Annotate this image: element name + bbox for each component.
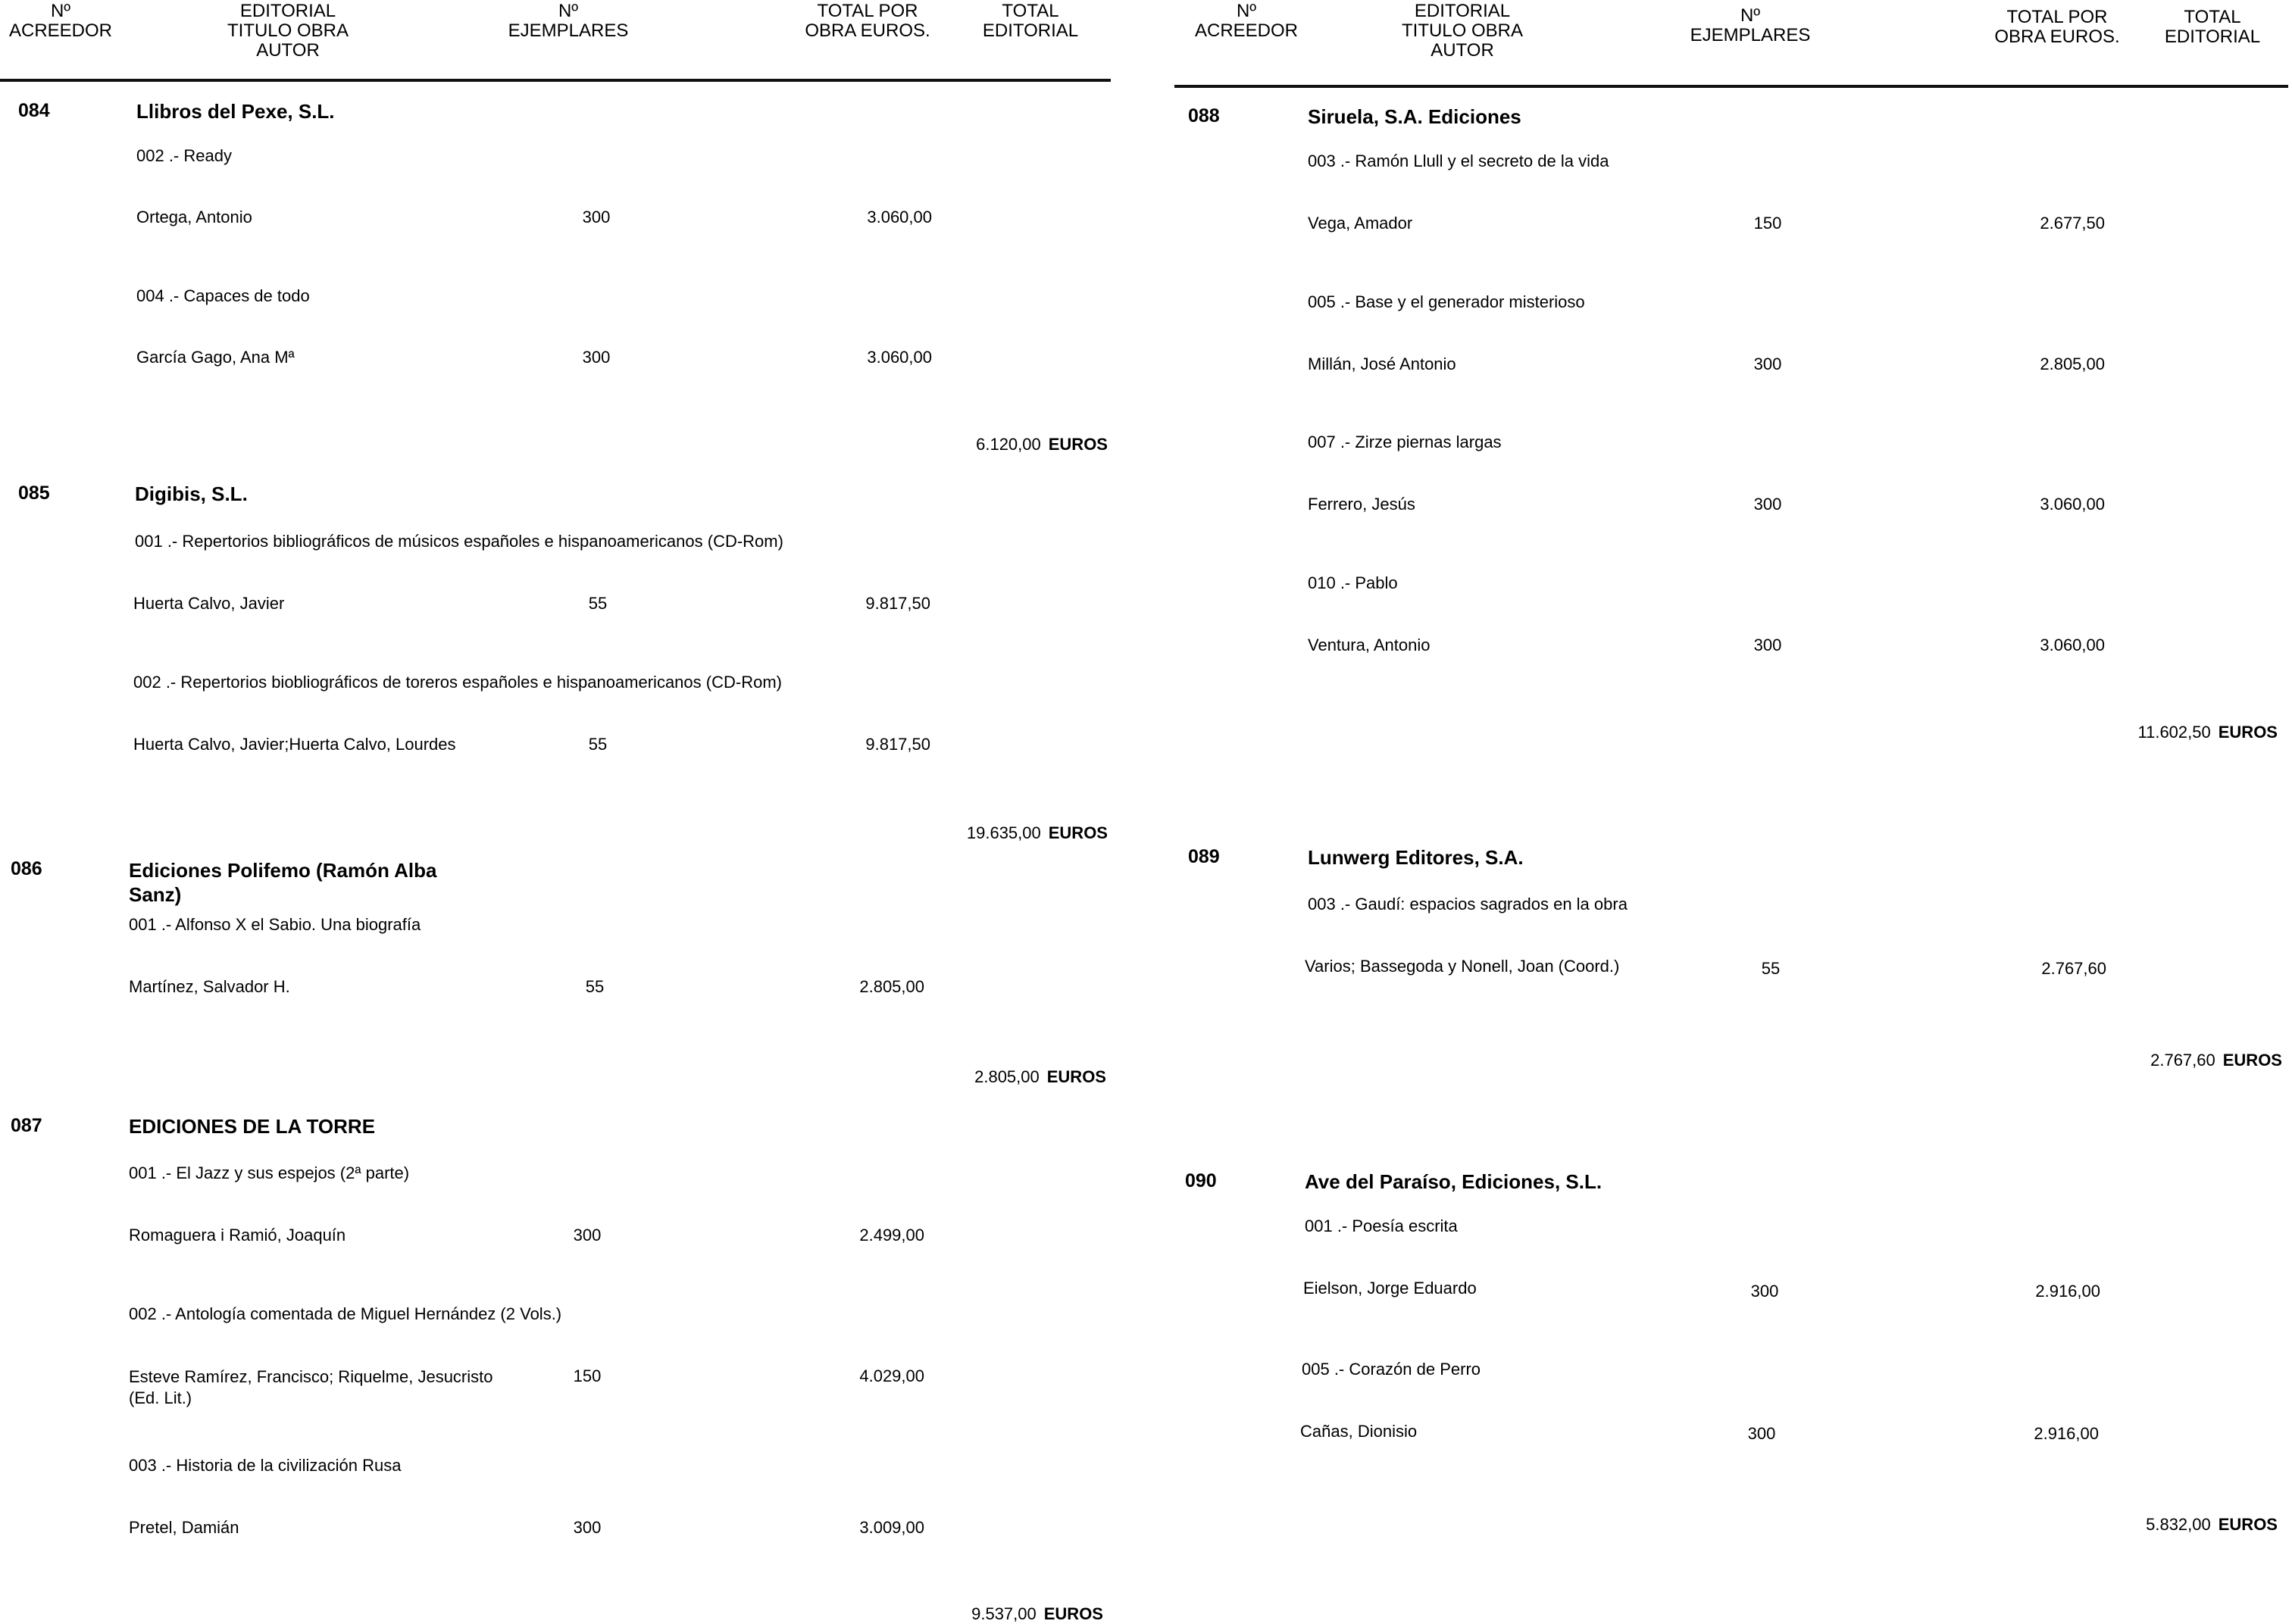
work-quantity: 300 xyxy=(1747,1424,1776,1443)
currency-label: EUROS xyxy=(1048,435,1108,454)
work-amount: 2.805,00 xyxy=(859,977,924,996)
work-amount: 9.817,50 xyxy=(865,594,930,613)
work-author: Ortega, Antonio xyxy=(136,208,252,226)
publisher-total-value: 11.602,50 xyxy=(2137,723,2211,742)
header-rule xyxy=(1174,85,2288,88)
publisher-total xyxy=(2050,723,2278,742)
publisher-name: EDICIONES DE LA TORRE xyxy=(129,1115,376,1138)
header-total-editorial: TOTAL EDITORIAL xyxy=(2164,7,2261,47)
work-title: 003 .- Historia de la civilización Rusa xyxy=(129,1456,402,1475)
work-amount: 4.029,00 xyxy=(859,1366,924,1385)
publisher-total xyxy=(2050,1515,2278,1535)
work-quantity: 300 xyxy=(1750,1282,1779,1301)
work-amount: 2.499,00 xyxy=(859,1226,924,1245)
publisher-total-value: 5.832,00 xyxy=(2146,1515,2211,1534)
work-title: 003 .- Ramón Llull y el secreto de la vida xyxy=(1308,151,1609,170)
header-editorial: EDITORIAL TITULO OBRA AUTOR xyxy=(1401,1,1524,61)
publisher-total-value: 6.120,00 xyxy=(976,435,1041,454)
work-author: García Gago, Ana Mª xyxy=(136,348,295,367)
work-amount: 9.817,50 xyxy=(865,735,930,754)
currency-label: EUROS xyxy=(2222,1051,2282,1070)
work-quantity: 55 xyxy=(588,735,608,754)
work-quantity: 300 xyxy=(573,1518,602,1537)
work-title: 001 .- Repertorios bibliográficos de músicos españoles e hispanoamericanos (CD-Rom) xyxy=(135,532,783,551)
work-title: 001 .- Alfonso X el Sabio. Una biografía xyxy=(129,915,421,934)
work-title: 010 .- Pablo xyxy=(1308,573,1398,592)
publisher-total xyxy=(879,1067,1106,1087)
publisher-name: Ediciones Polifemo (Ramón Alba Sanz) xyxy=(129,859,437,906)
left-column xyxy=(0,0,1121,1623)
publisher-name: Digibis, S.L. xyxy=(135,483,248,505)
table-header xyxy=(0,0,1121,76)
work-author: Vega, Amador xyxy=(1308,214,1413,233)
work-amount: 3.009,00 xyxy=(859,1518,924,1537)
work-title: 007 .- Zirze piernas largas xyxy=(1308,433,1502,451)
publisher-name: Ave del Paraíso, Ediciones, S.L. xyxy=(1305,1170,1603,1193)
header-acreedor: Nº ACREEDOR xyxy=(8,1,113,41)
currency-label: EUROS xyxy=(1046,1067,1106,1086)
work-author: Ventura, Antonio xyxy=(1308,636,1431,654)
creditor-number: 085 xyxy=(18,483,50,504)
header-acreedor: Nº ACREEDOR xyxy=(1194,1,1299,41)
work-author: Romaguera i Ramió, Joaquín xyxy=(129,1226,346,1245)
header-total-obra: TOTAL POR OBRA EUROS. xyxy=(805,1,930,41)
header-total-editorial: TOTAL EDITORIAL xyxy=(982,1,1079,41)
currency-label: EUROS xyxy=(1048,823,1108,842)
work-quantity: 55 xyxy=(588,594,608,613)
work-author: Varios; Bassegoda y Nonell, Joan (Coord.) xyxy=(1305,957,1620,976)
work-quantity: 55 xyxy=(585,977,605,996)
header-ejemplares: Nº EJEMPLARES xyxy=(1690,5,1811,45)
work-amount: 3.060,00 xyxy=(2040,636,2105,654)
publisher-total xyxy=(2055,1051,2282,1070)
publisher-name: Siruela, S.A. Ediciones xyxy=(1308,105,1521,128)
work-amount: 2.805,00 xyxy=(2040,354,2105,373)
work-amount: 2.767,60 xyxy=(2041,959,2106,978)
work-author: Huerta Calvo, Javier xyxy=(133,594,285,613)
work-amount: 3.060,00 xyxy=(867,208,932,226)
header-ejemplares: Nº EJEMPLARES xyxy=(508,1,629,41)
work-quantity: 150 xyxy=(573,1366,602,1385)
currency-label: EUROS xyxy=(2218,1515,2278,1534)
work-amount: 3.060,00 xyxy=(2040,495,2105,514)
publisher-name: Lunwerg Editores, S.A. xyxy=(1308,846,1524,869)
work-author: Martínez, Salvador H. xyxy=(129,977,290,996)
work-quantity: 300 xyxy=(573,1226,602,1245)
work-author: Ferrero, Jesús xyxy=(1308,495,1415,514)
work-amount: 2.677,50 xyxy=(2040,214,2105,233)
work-author: Cañas, Dionisio xyxy=(1300,1422,1418,1441)
header-rule xyxy=(0,79,1111,82)
table-header xyxy=(1174,0,2292,76)
publisher-total xyxy=(880,823,1108,843)
creditor-number: 089 xyxy=(1188,846,1220,867)
work-title: 004 .- Capaces de todo xyxy=(136,286,310,305)
work-title: 005 .- Corazón de Perro xyxy=(1302,1360,1481,1379)
right-column xyxy=(1174,0,2292,1619)
publisher-total xyxy=(880,435,1108,454)
publisher-total-value: 19.635,00 xyxy=(966,823,1041,842)
work-title: 002 .- Antología comentada de Miguel Hernández (2 Vols.) xyxy=(129,1304,562,1323)
creditor-number: 086 xyxy=(11,858,42,879)
work-title: 001 .- El Jazz y sus espejos (2ª parte) xyxy=(129,1163,410,1182)
work-title: 001 .- Poesía escrita xyxy=(1305,1216,1458,1235)
currency-label: EUROS xyxy=(1043,1604,1103,1623)
work-quantity: 300 xyxy=(582,348,611,367)
work-quantity: 300 xyxy=(1753,636,1782,654)
work-author: Huerta Calvo, Javier;Huerta Calvo, Lourdes xyxy=(133,735,456,754)
work-quantity: 300 xyxy=(1753,495,1782,514)
work-quantity: 300 xyxy=(582,208,611,226)
creditor-number: 088 xyxy=(1188,105,1220,126)
publisher-name: Llibros del Pexe, S.L. xyxy=(136,100,335,123)
publisher-total-value: 9.537,00 xyxy=(971,1604,1037,1623)
work-quantity: 300 xyxy=(1753,354,1782,373)
creditor-number: 084 xyxy=(18,100,50,121)
work-title: 003 .- Gaudí: espacios sagrados en la obra xyxy=(1308,895,1628,914)
header-total-obra: TOTAL POR OBRA EUROS. xyxy=(1994,7,2120,47)
work-author: Pretel, Damián xyxy=(129,1518,239,1537)
creditor-number: 090 xyxy=(1185,1170,1217,1191)
work-amount: 2.916,00 xyxy=(2034,1424,2099,1443)
work-title: 002 .- Ready xyxy=(136,146,232,165)
work-author: Eielson, Jorge Eduardo xyxy=(1303,1279,1477,1298)
currency-label: EUROS xyxy=(2218,723,2278,742)
work-amount: 2.916,00 xyxy=(2035,1282,2100,1301)
creditor-number: 087 xyxy=(11,1115,42,1136)
work-author: Millán, José Antonio xyxy=(1308,354,1456,373)
publisher-total xyxy=(876,1604,1103,1624)
work-amount: 3.060,00 xyxy=(867,348,932,367)
work-quantity: 55 xyxy=(1761,959,1781,978)
publisher-total-value: 2.805,00 xyxy=(974,1067,1040,1086)
work-title: 002 .- Repertorios biobliográficos de toreros españoles e hispanoamericanos (CD-Rom) xyxy=(133,673,782,692)
work-title: 005 .- Base y el generador misterioso xyxy=(1308,292,1585,311)
publisher-total-value: 2.767,60 xyxy=(2150,1051,2215,1070)
work-quantity: 150 xyxy=(1753,214,1782,233)
work-author: Esteve Ramírez, Francisco; Riquelme, Jesucristo (Ed. Lit.) xyxy=(129,1367,493,1407)
header-editorial: EDITORIAL TITULO OBRA AUTOR xyxy=(227,1,349,61)
